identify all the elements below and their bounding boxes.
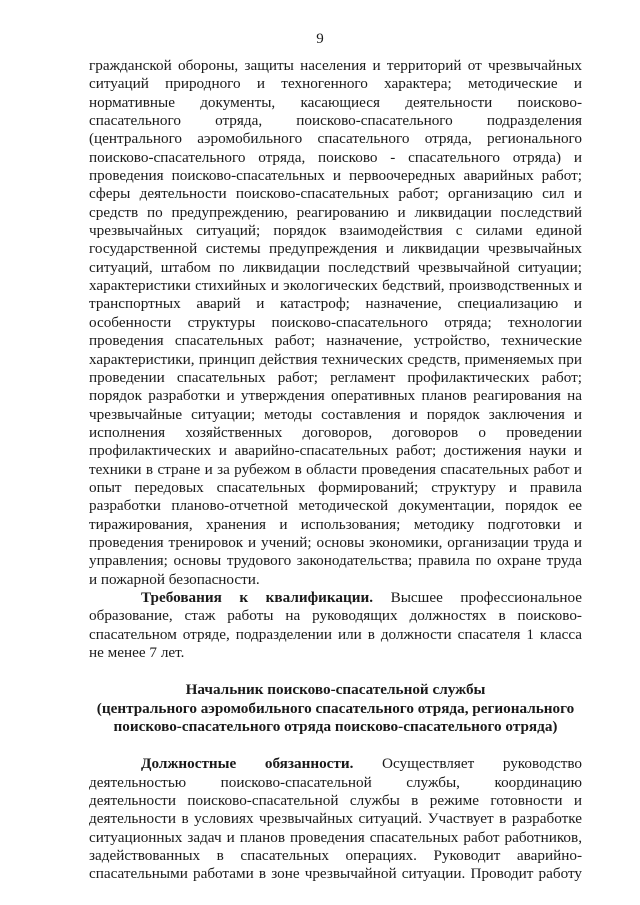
qualification-label: Требования к квалификации. [141, 588, 374, 606]
text-line: ситуаций, штабом по ликвидации последствий чрезвычайной ситуации; [89, 258, 582, 276]
duties-paragraph [89, 755, 582, 883]
heading-line: поисково-спасательного отряда поисково-спасательного отряда) [113, 718, 558, 736]
text-line: разработки планово-отчетной методической документации, порядок ее [89, 497, 582, 515]
text-line: гражданской обороны, защиты населения и территорий от чрезвычайных [89, 57, 582, 74]
text-line: проведении спасательных работ; регламент профилактических работ; [89, 368, 582, 386]
heading-line: Начальник поисково-спасательной службы [185, 681, 486, 699]
text-line: порядок разработки и утверждения оперативных планов реагирования на [89, 387, 582, 405]
qualification-paragraph [89, 589, 582, 662]
text-line [89, 755, 582, 773]
text-line: проведения спасательных работ; назначение, устройство, технические [89, 332, 582, 350]
document-body [89, 57, 582, 884]
text-line: деятельности поисково-спасательной службы в режиме готовности и [89, 792, 582, 810]
text-line: управления; основы трудового законодательства; правила по охране труда [89, 552, 582, 570]
text-line [89, 589, 582, 607]
text-line: особенности структуры поисково-спасательного отряда; технологии [89, 313, 582, 331]
section-heading [89, 681, 582, 736]
duties-first-line-text: Осуществляет руководство [353, 755, 582, 773]
text-line: опыт передовых спасательных формирований; структуру и правила [89, 478, 582, 496]
text-line: чрезвычайных ситуаций; порядок взаимодействия с силами единой [89, 222, 582, 240]
text-line: характеристики стихийных и экологических бедствий, производственных и [89, 277, 582, 295]
text-line: деятельности в условиях чрезвычайных ситуаций. Участвует в разработке [89, 810, 582, 828]
text-line: и пожарной безопасности. [89, 570, 260, 588]
text-line: поисково-спасательного отряда, поисково - спасательного отряда) и [89, 148, 582, 166]
text-line: исполнения хозяйственных договоров, договоров о проведении [89, 423, 582, 441]
text-line: образование, стаж работы на руководящих должностях в поисково- [89, 607, 582, 625]
text-line: спасательными работами в зоне чрезвычайной ситуации. Проводит работу [89, 865, 582, 883]
text-line: проведения поисково-спасательных и первоочередных аварийных работ; [89, 167, 582, 185]
text-line: спасательном отряде, подразделении или в должности спасателя 1 класса [89, 625, 582, 643]
text-line: спасательного отряда, поисково-спасательного подразделения [89, 112, 582, 130]
qualification-first-line-text: Высшее профессиональное [373, 588, 582, 606]
duties-label: Должностные обязанности. [141, 755, 354, 773]
text-line: задействованных в спасательных операциях. Руководит аварийно- [89, 847, 582, 865]
page-number: 9 [316, 31, 324, 47]
text-line: (центрального аэромобильного спасательного отряда, регионального [89, 130, 582, 148]
text-line: проведения тренировок и учений; основы экономики, организации труда и [89, 533, 582, 551]
text-line: ситуационных задач и планов проведения спасательных работ работников, [89, 828, 582, 846]
text-line: сферы деятельности поисково-спасательных работ; организацию сил и [89, 185, 582, 203]
text-line: государственной системы предупреждения и ликвидации чрезвычайных [89, 240, 582, 258]
text-line: техники в стране и за рубежом в области проведения спасательных работ и [89, 460, 582, 478]
text-line: транспортных аварий и катастроф; назначение, специализацию и [89, 295, 582, 313]
text-line: ситуаций природного и техногенного характера; методические и [89, 75, 582, 93]
text-line: характеристики, принцип действия технических средств, применяемых при [89, 350, 582, 368]
text-line: профилактических и аварийно-спасательных работ; достижения науки и [89, 442, 582, 460]
knowledge-paragraph [89, 57, 582, 589]
text-line: средств по предупреждению, реагированию и ликвидации последствий [89, 203, 582, 221]
text-line: не менее 7 лет. [89, 644, 185, 661]
heading-line: (центрального аэромобильного спасательного отряда, регионального [96, 699, 575, 717]
text-line: тиражирования, хранения и использования; методику подготовки и [89, 515, 582, 533]
text-line: чрезвычайные ситуации; методы составления и порядок заключения и [89, 405, 582, 423]
text-line: нормативные документы, касающиеся деятельности поисково- [89, 93, 582, 111]
text-line: деятельностью поисково-спасательной службы, координацию [89, 773, 582, 791]
